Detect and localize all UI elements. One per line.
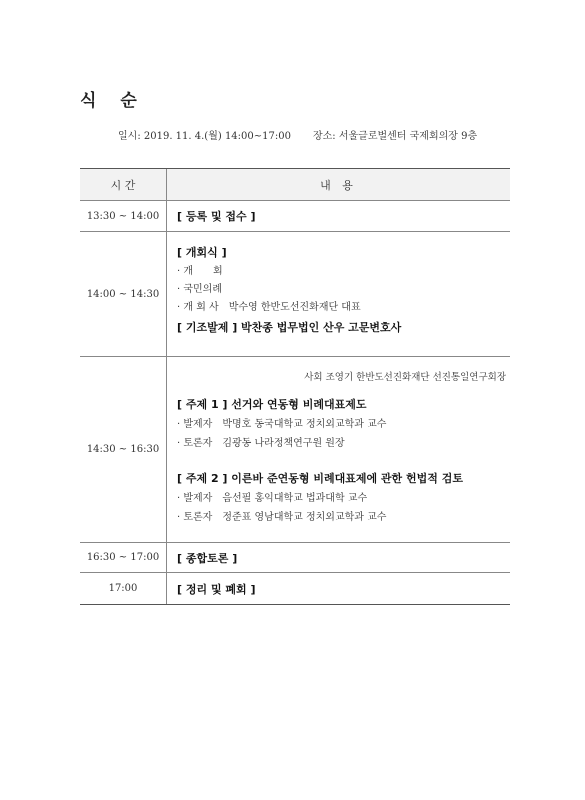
row-time: 14:00 ~ 14:30 bbox=[80, 232, 167, 356]
event-date: 일시: 2019. 11. 4.(월) 14:00~17:00 bbox=[118, 131, 291, 142]
header-content: 내 용 bbox=[320, 178, 357, 192]
row-time: 13:30 ~ 14:00 bbox=[80, 201, 167, 231]
general-discussion: [ 종합토론 ] bbox=[177, 551, 238, 565]
table-row bbox=[80, 357, 510, 543]
row-content bbox=[167, 543, 510, 572]
table-row bbox=[80, 201, 510, 232]
list-item: · 토론자 김광동 나라정책연구원 원장 bbox=[177, 438, 345, 449]
list-item: · 개 회 bbox=[177, 266, 223, 277]
row-content bbox=[167, 357, 510, 542]
row-time: 14:30 ~ 16:30 bbox=[80, 357, 167, 542]
table-header bbox=[80, 169, 510, 201]
row-content bbox=[167, 573, 510, 604]
page-title: 식 순 bbox=[80, 91, 146, 111]
closing: [ 정리 및 폐회 ] bbox=[177, 582, 256, 596]
table-row bbox=[80, 543, 510, 573]
list-item: · 개 회 사 박수영 한반도선진화재단 대표 bbox=[177, 302, 361, 313]
keynote: [ 기조발제 ] 박찬종 법무법인 산우 고문변호사 bbox=[177, 321, 402, 334]
list-item: · 토론자 정준표 영남대학교 정치외교학과 교수 bbox=[177, 512, 387, 523]
registration: [ 등록 및 접수 ] bbox=[177, 210, 256, 223]
list-item: · 발제자 음선필 홍익대학교 법과대학 교수 bbox=[177, 493, 368, 504]
moderator: 사회 조영기 한반도선진화재단 선진통일연구회장 bbox=[304, 372, 506, 383]
event-venue: 장소: 서울글로벌센터 국제회의장 9층 bbox=[312, 131, 478, 142]
program-table bbox=[80, 168, 510, 605]
header-time: 시 간 bbox=[80, 169, 167, 200]
table-row bbox=[80, 573, 510, 604]
opening-heading: [ 개회식 ] bbox=[177, 246, 227, 259]
list-item: · 국민의례 bbox=[177, 284, 222, 295]
topic-2: [ 주제 2 ] 이른바 준연동형 비례대표제에 관한 헌법적 검토 bbox=[177, 472, 463, 485]
row-content bbox=[167, 201, 510, 231]
list-item: · 발제자 박명호 동국대학교 정치외교학과 교수 bbox=[177, 419, 387, 430]
row-time: 16:30 ~ 17:00 bbox=[80, 543, 167, 572]
topic-1: [ 주제 1 ] 선거와 연동형 비례대표제도 bbox=[177, 398, 367, 411]
row-time: 17:00 bbox=[80, 573, 167, 604]
row-content bbox=[167, 232, 510, 356]
table-row bbox=[80, 232, 510, 357]
event-meta bbox=[118, 127, 477, 142]
